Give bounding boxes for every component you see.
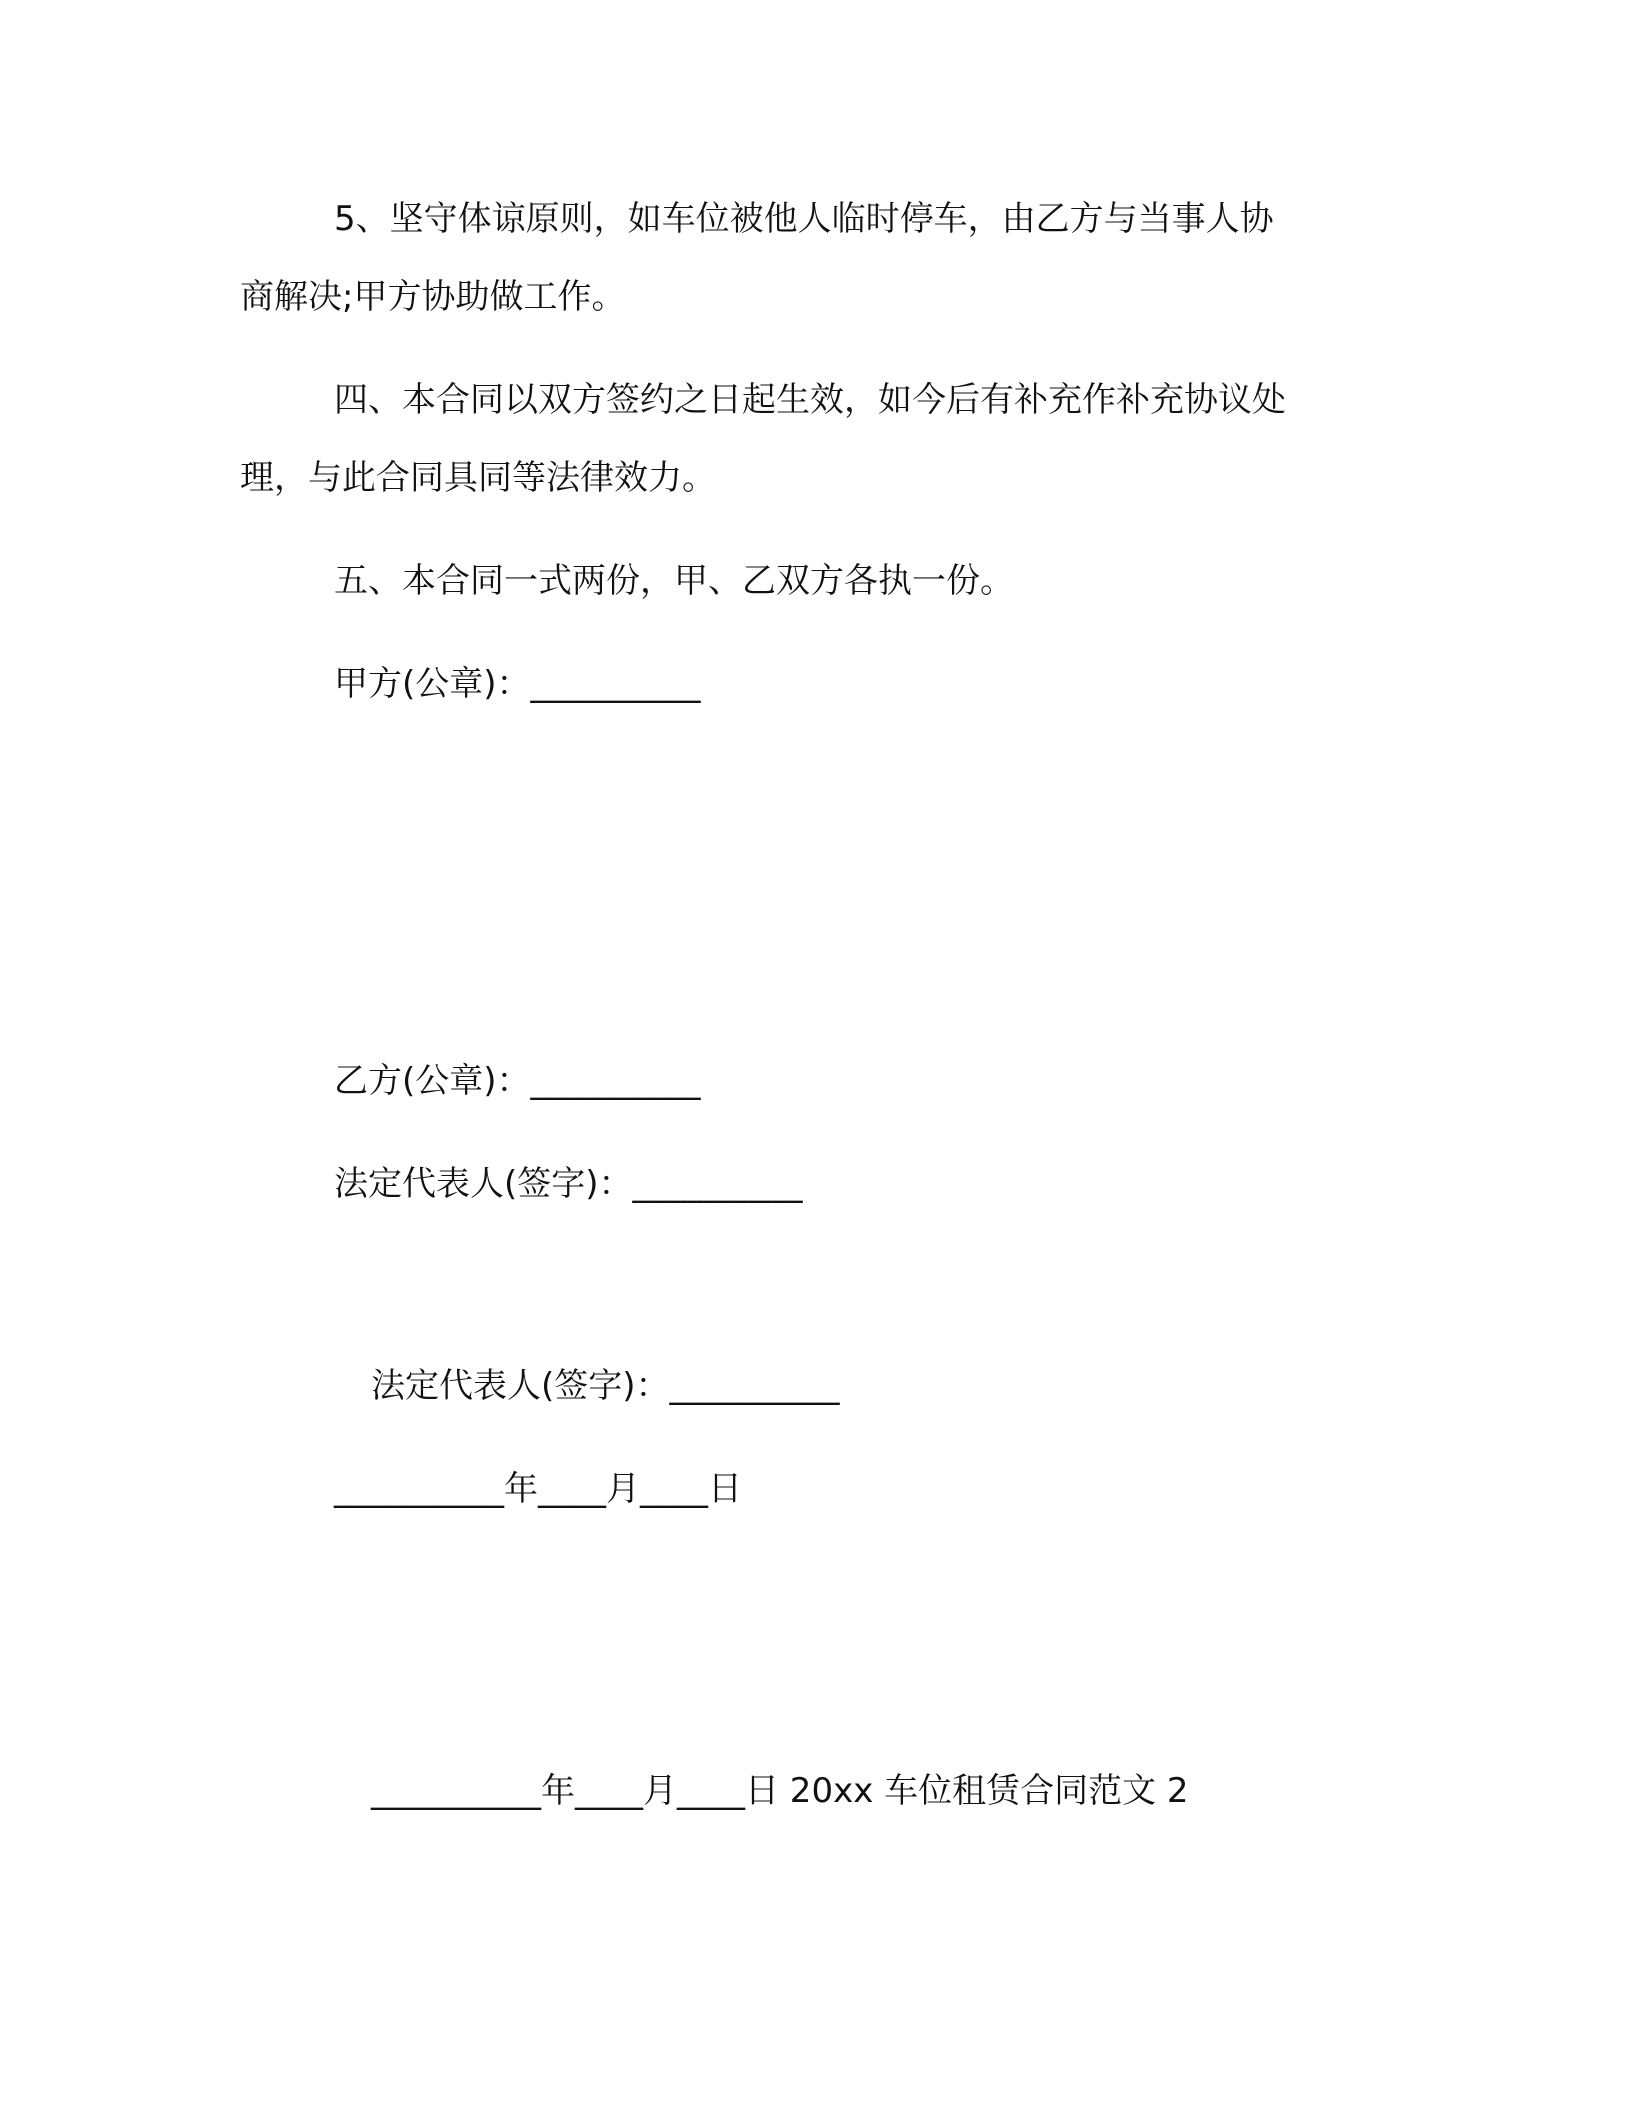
party-b-seal: 乙方(公章)：__________ <box>334 1061 701 1101</box>
date-line: __________年____月____日 <box>334 1469 742 1509</box>
legal-rep-signature-b: 法定代表人(签字)：__________ <box>371 1366 840 1406</box>
clause-five: 五、本合同一式两份，甲、乙双方各执一份。 <box>334 561 1014 601</box>
legal-rep-signature-a: 法定代表人(签字)：__________ <box>334 1164 803 1204</box>
date-line-with-title: __________年____月____日 20xx 车位租赁合同范文 2 <box>371 1771 1189 1811</box>
party-a-seal: 甲方(公章)：__________ <box>334 664 701 704</box>
clause-four-line-2: 理，与此合同具同等法律效力。 <box>240 458 716 498</box>
clause-four-line-1: 四、本合同以双方签约之日起生效，如今后有补充作补充协议处 <box>334 380 1286 420</box>
clause-5-line-1: 5、坚守体谅原则，如车位被他人临时停车，由乙方与当事人协 <box>334 199 1274 239</box>
clause-5-line-2: 商解决;甲方协助做工作。 <box>240 277 626 317</box>
